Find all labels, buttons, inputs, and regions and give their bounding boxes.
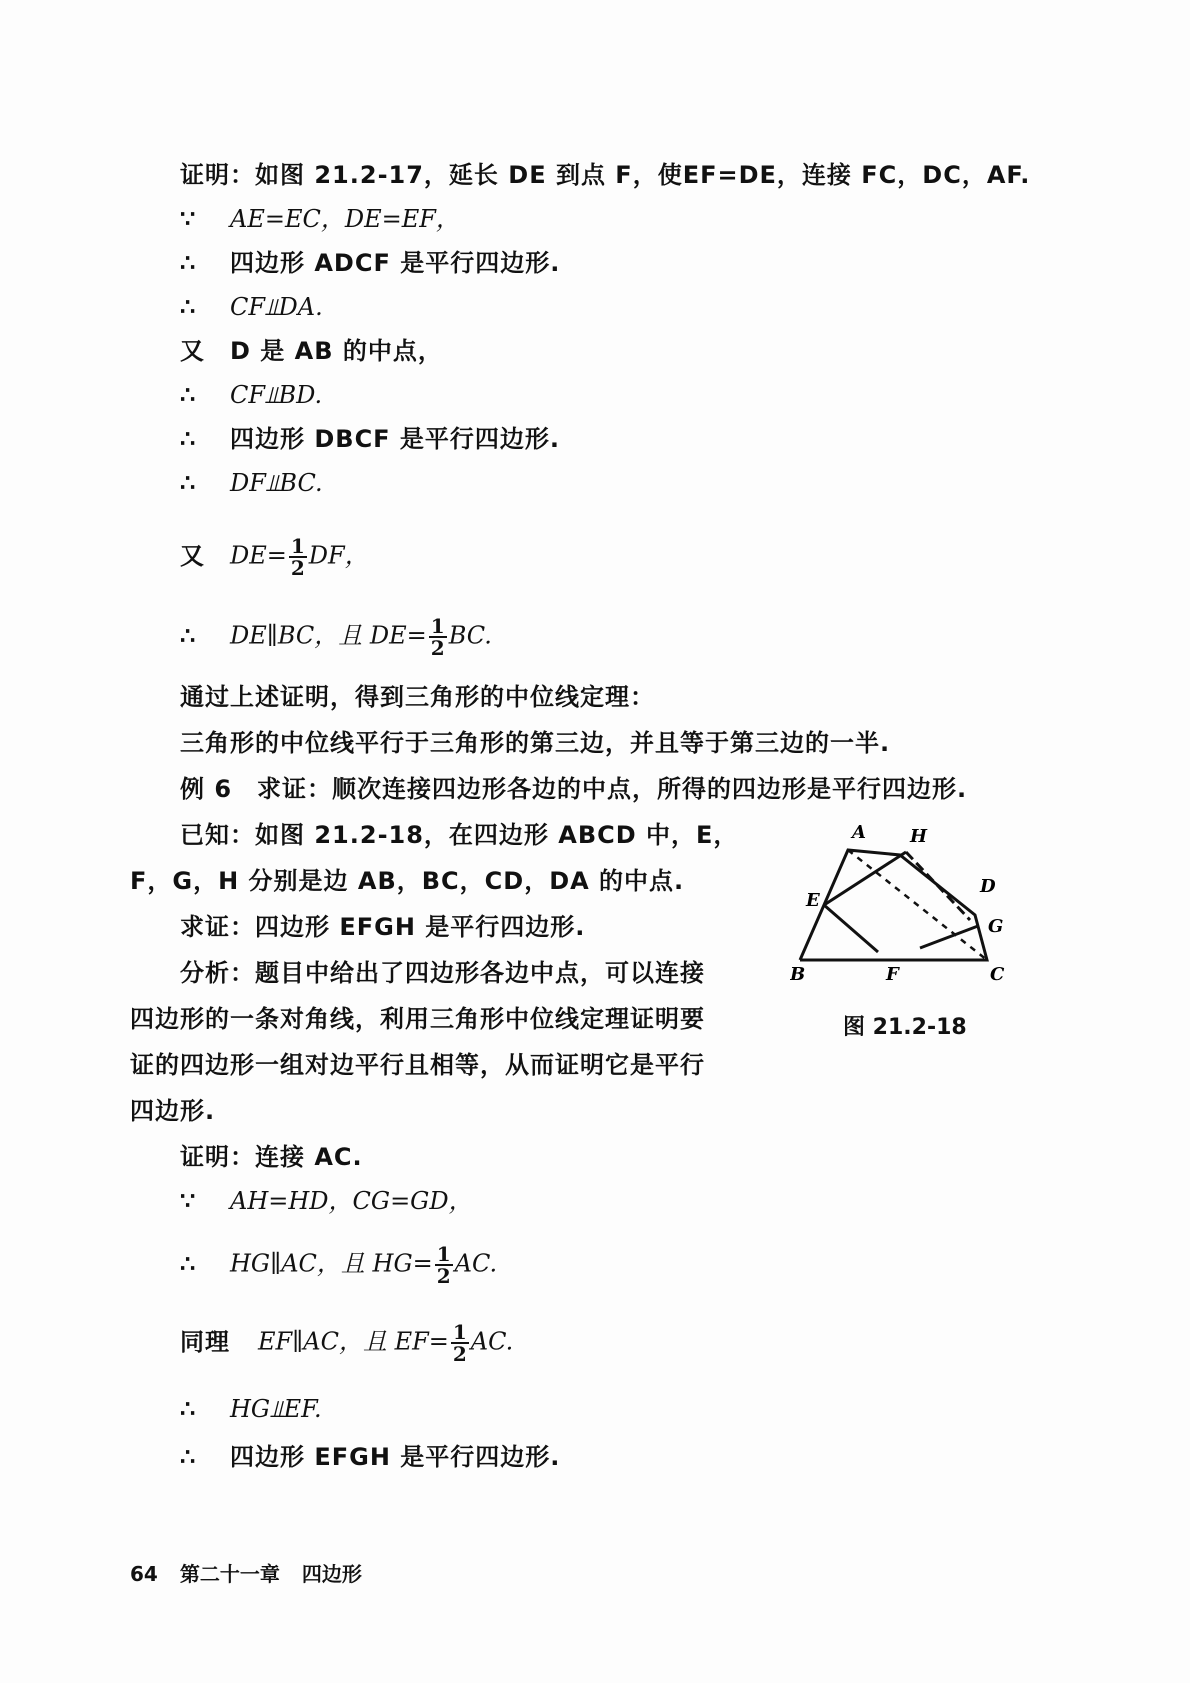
quadrilateral-figure <box>790 820 1040 1010</box>
page-footer <box>130 1558 384 1587</box>
proof2-step-2 <box>180 1244 497 1286</box>
page-number: 64 <box>130 1562 158 1586</box>
example6-analysis-1: 分析：题目中给出了四边形各边中点，可以连接 <box>180 959 705 987</box>
fraction-denominator: 2 <box>452 1342 467 1366</box>
proof2-step-3 <box>180 1322 513 1364</box>
proof1-step-2 <box>180 246 560 280</box>
proof1-step-5 <box>180 378 322 412</box>
therefore-symbol: ∴ <box>180 1442 196 1471</box>
fraction <box>429 616 447 658</box>
example6-prove: 求证：四边形 EFGH 是平行四边形. <box>180 913 586 941</box>
therefore-symbol: ∴ <box>180 380 196 409</box>
step-text: 四边形 ADCF 是平行四边形. <box>230 249 561 277</box>
fraction-denominator: 2 <box>290 556 305 580</box>
step-text: AH=HD，CG=GD， <box>230 1187 473 1215</box>
label-f: F <box>886 964 899 985</box>
step-text: AE=EC，DE=EF， <box>230 205 460 233</box>
therefore-symbol: ∴ <box>180 468 196 497</box>
fraction-numerator: 1 <box>430 614 445 638</box>
proof2-step-5 <box>180 1440 560 1474</box>
frac-prefix: DE= <box>230 541 287 570</box>
frac-prefix: HG∥AC，且 HG= <box>230 1249 433 1278</box>
example6-given-1: 已知：如图 21.2-18，在四边形 ABCD 中，E， <box>180 821 739 849</box>
segment-hg <box>906 852 970 920</box>
label-c: C <box>990 964 1005 985</box>
fraction-denominator: 2 <box>430 636 445 660</box>
frac-prefix: EF∥AC，且 EF= <box>258 1327 449 1356</box>
proof2-step-4 <box>180 1392 322 1426</box>
frac-prefix: DE∥BC，且 DE= <box>230 621 427 650</box>
theorem-lead: 通过上述证明，得到三角形的中位线定理： <box>180 683 655 711</box>
therefore-symbol: ∴ <box>180 1394 196 1423</box>
label-e: E <box>806 890 820 911</box>
fraction-numerator: 1 <box>452 1320 467 1344</box>
frac-suffix: BC. <box>448 621 492 650</box>
example6-analysis-3: 证的四边形一组对边平行且相等，从而证明它是平行 <box>130 1051 705 1079</box>
fraction <box>289 536 307 578</box>
step-text: HG⫫EF. <box>230 1395 322 1423</box>
step-text: CF⫫DA. <box>230 293 323 321</box>
fraction <box>435 1244 453 1286</box>
label-g: G <box>988 916 1004 937</box>
label-b: B <box>790 964 806 985</box>
therefore-symbol: ∴ <box>180 620 196 650</box>
label-a: A <box>852 822 866 843</box>
label-d: D <box>980 876 996 897</box>
chapter-label: 第二十一章 <box>179 1562 280 1586</box>
proof1-step-1 <box>180 202 460 236</box>
step-text: D 是 AB 的中点， <box>230 337 443 365</box>
step-text: 四边形 DBCF 是平行四边形. <box>230 425 561 453</box>
proof1-step-6 <box>180 422 560 456</box>
example6-title: 例 6 求证：顺次连接四边形各边的中点，所得的四边形是平行四边形. <box>180 775 968 803</box>
therefore-symbol: ∴ <box>180 292 196 321</box>
example6-given-2: F，G，H 分别是边 AB，BC，CD，DA 的中点. <box>130 867 685 895</box>
therefore-symbol: ∴ <box>180 248 196 277</box>
therefore-symbol: ∴ <box>180 424 196 453</box>
fraction <box>451 1322 469 1364</box>
segment-ef <box>824 905 878 952</box>
because-symbol: ∵ <box>180 204 196 233</box>
chapter-title: 四边形 <box>301 1562 362 1586</box>
quadrilateral-outline <box>800 850 987 960</box>
example6-analysis-4: 四边形. <box>130 1097 216 1125</box>
example6-analysis-2: 四边形的一条对角线，利用三角形中位线定理证明要 <box>130 1005 705 1033</box>
frac-suffix: AC. <box>470 1327 514 1356</box>
step-text: DF⫫BC. <box>230 469 323 497</box>
also-symbol: 又 <box>180 541 205 570</box>
frac-suffix: AC. <box>454 1249 498 1278</box>
label-h: H <box>910 826 928 847</box>
because-symbol: ∵ <box>180 1186 196 1215</box>
fraction-denominator: 2 <box>436 1264 451 1288</box>
fraction-numerator: 1 <box>290 534 305 558</box>
proof1-step-9 <box>180 616 492 658</box>
proof1-intro: 证明：如图 21.2-17，延长 DE 到点 F，使EF=DE，连接 FC，DC，AF. <box>180 161 1031 189</box>
similarly-label: 同理 <box>180 1327 230 1356</box>
theorem-statement: 三角形的中位线平行于三角形的第三边，并且等于第三边的一半. <box>180 729 891 757</box>
proof1-step-7 <box>180 466 323 500</box>
also-symbol: 又 <box>180 337 205 365</box>
proof2-step-1 <box>180 1184 473 1218</box>
segment-fg <box>920 926 978 948</box>
fraction-numerator: 1 <box>436 1242 451 1266</box>
step-text: CF⫫BD. <box>230 381 323 409</box>
figure-caption: 图 21.2-18 <box>843 1015 967 1040</box>
step-text: 四边形 EFGH 是平行四边形. <box>230 1443 561 1471</box>
proof1-step-3 <box>180 290 323 324</box>
proof2-intro: 证明：连接 AC. <box>180 1143 363 1171</box>
frac-suffix: DF， <box>308 541 369 570</box>
proof1-step-8 <box>180 536 369 578</box>
proof1-step-4 <box>180 334 443 368</box>
therefore-symbol: ∴ <box>180 1248 196 1278</box>
